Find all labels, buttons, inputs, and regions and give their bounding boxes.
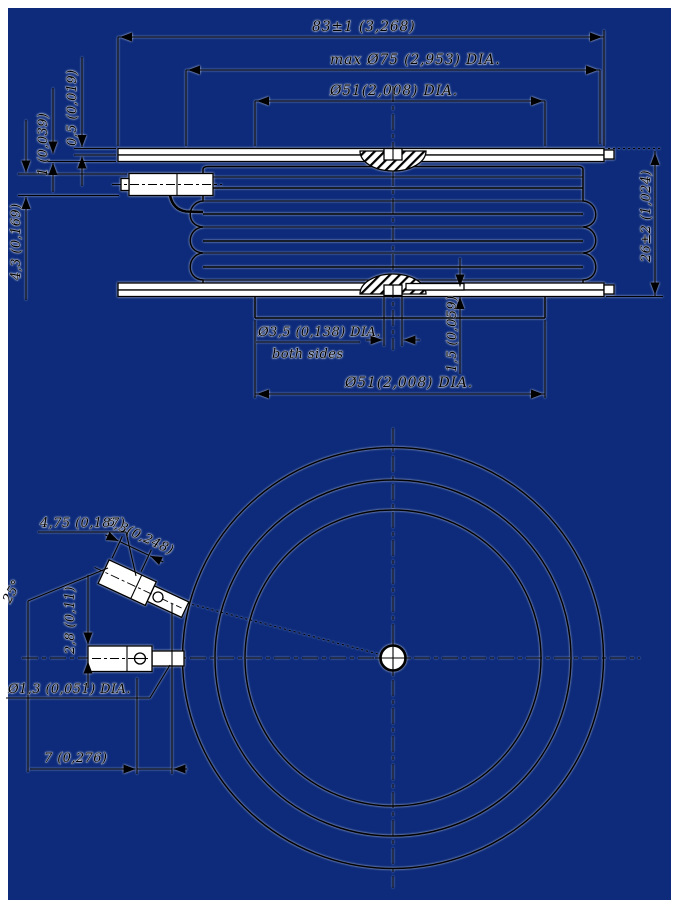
dim-max-body-dia-label: max Ø75 (2,953) DIA. bbox=[330, 52, 501, 68]
dim-lead-thickness-label: 1 (0,039) bbox=[36, 112, 51, 176]
dim-lug-length-label: 6,3(0,248) bbox=[104, 514, 176, 559]
dim-wire-dia-label: Ø1,3 (0,051) DIA. bbox=[8, 682, 131, 697]
dim-flange-thickness-label: 0,5 (0,019) bbox=[65, 69, 80, 146]
dim-center-hole-label: Ø3,5 (0,138) DIA. bbox=[258, 325, 381, 340]
dim-overall-width-label: 83±1 (3,268) bbox=[312, 19, 416, 35]
dim-lug-width-label: 4,75 (0,187) bbox=[40, 516, 126, 531]
dim-overall-height-label: 26±2 (1,024) bbox=[639, 170, 654, 262]
dim-lead-height-label: 4,3 (0,169) bbox=[9, 203, 24, 280]
dim-pole-dia-bottom-label: Ø51(2,008) DIA. bbox=[345, 375, 474, 391]
dim-recess-depth-label: 1,5 (0,059) bbox=[445, 295, 460, 372]
dim-center-hole-note: both sides bbox=[272, 347, 344, 362]
dim-terminal-spacing-label: 7 (0,276) bbox=[44, 751, 108, 766]
dim-pole-dia-top-label: Ø51(2,008) DIA. bbox=[330, 83, 459, 99]
dim-lug-angle-label: 25° bbox=[0, 577, 25, 606]
dim-lug-offset-label: 2,8 (0,11) bbox=[63, 586, 78, 654]
